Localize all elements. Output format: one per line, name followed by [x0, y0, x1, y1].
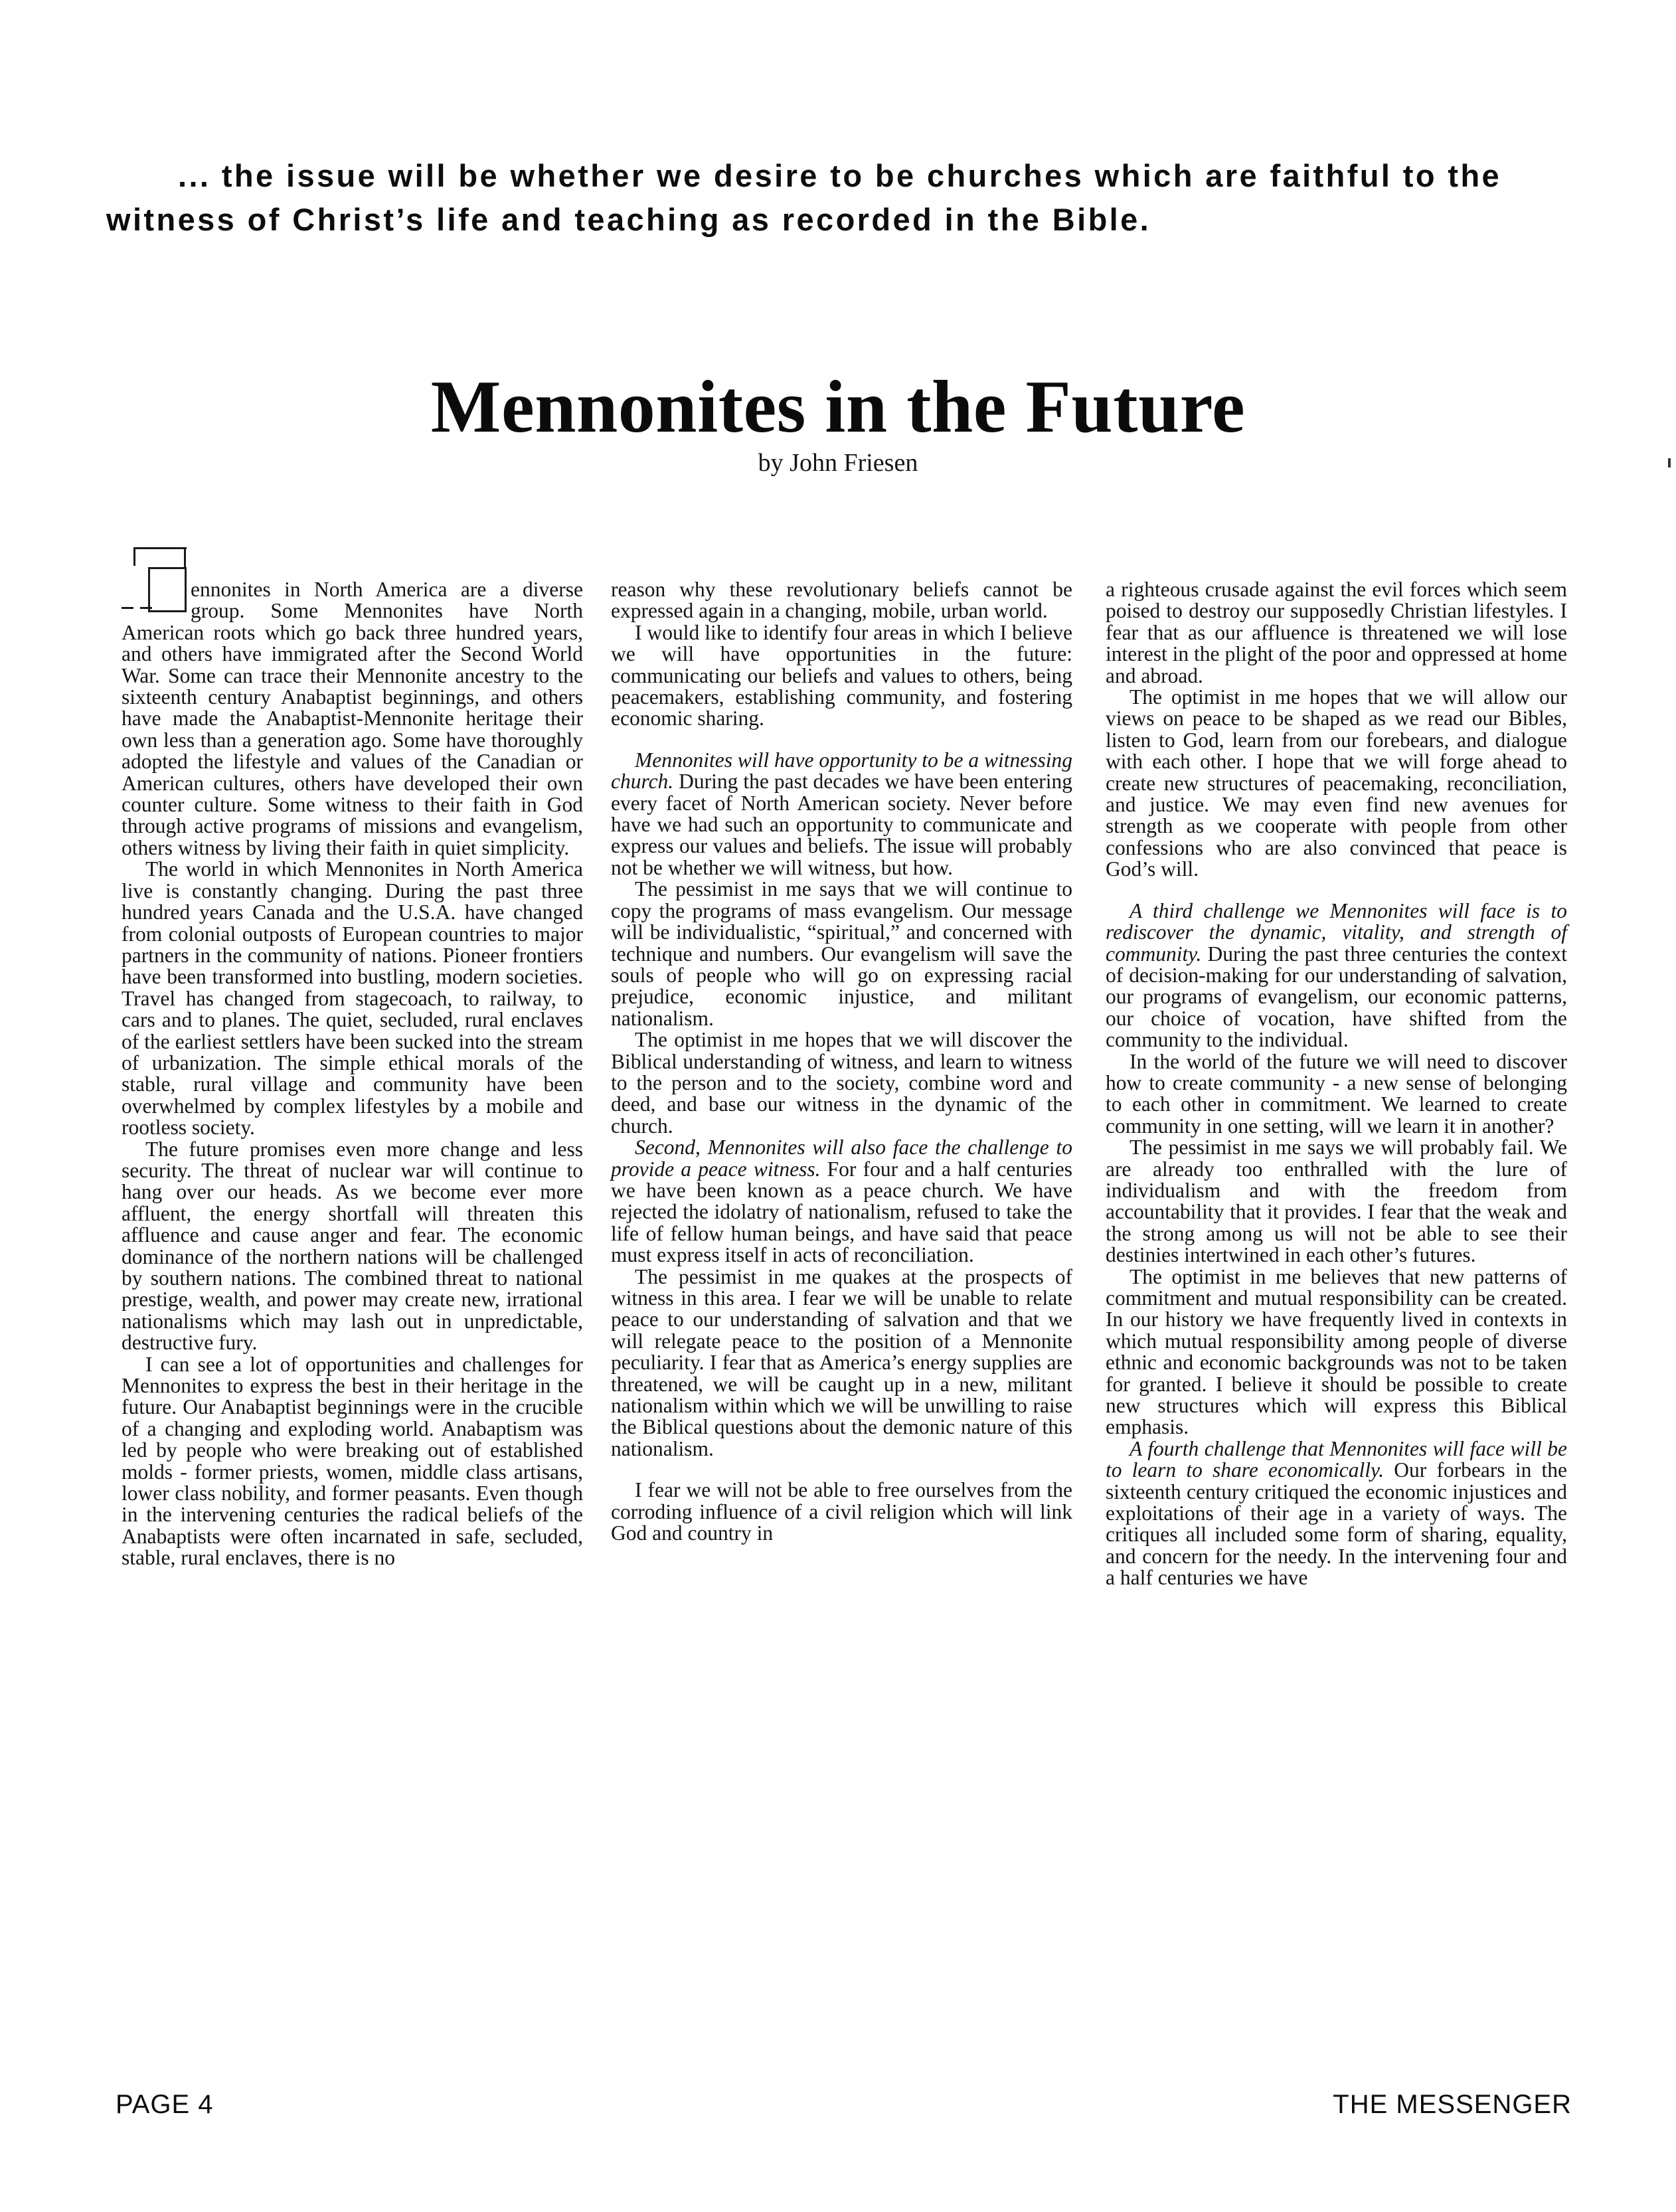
- column-2-paragraph-4: The pessimist in me says that we will continue to copy the programs of mass evangelism. Our message will be individualistic, “spiritual,” and concerned with technique and numbers. Our evangelism will save the souls of people who will go on expressing racial prejudice, economic injustice, and militant nationalism.: [611, 877, 1072, 1030]
- column-2-paragraph-1: reason why these revolutionary beliefs cannot be expressed again in a changing, mobile, urban world.: [611, 578, 1072, 623]
- column-1-paragraph-3: The future promises even more change and less security. The threat of nuclear war will continue to hang over our heads. As we become ever more affluent, the energy shortfall will threaten this affluence and cause anger and fear. The economic dominance of the northern nations will be challenged by southern nations. The combined threat to national prestige, wealth, and power may create new, irrational nationalisms which may lash out in unpredictable, destructive fury.: [122, 1137, 583, 1355]
- column-1-paragraph-2: The world in which Mennonites in North America live is constantly changing. During the past three hundred years Canada and the U.S.A. have changed from colonial outposts of European countries to major partners in the community of nations. Pioneer frontiers have been transformed into bustling, modern societies. Travel has changed from stagecoach, to railway, to cars and to planes. The quiet, secluded, rural enclaves of the earliest settlers have been sucked into the stream of urbanization. The simple ethical morals of the stable, rural village and community have been overwhelmed by complex lifestyles by a mobile and rootless society.: [122, 857, 583, 1140]
- article-title: Mennonites in the Future: [430, 366, 1246, 448]
- column-2-paragraph-3: Mennonites will have opportunity to be a witnessing church. During the past decades we have been entering every facet of North American society. Never before have we had such an opportunity to communicate and express our values and beliefs. The issue will probably not be whether we will witness, but how.: [611, 748, 1072, 879]
- column-2-paragraph-5: The optimist in me hopes that we will discover the Biblical understanding of witness, and learn to witness to the person and to the society, combine word and deed, and base our witness in the dynamic of the church.: [611, 1028, 1072, 1138]
- publication-name: THE MESSENGER: [1333, 2090, 1572, 2119]
- column-2-paragraph-7: The pessimist in me quakes at the prospects of witness in this area. I fear we will be unable to relate peace to our understanding of salvation and that we will relegate peace to the position of a Mennonite peculiarity. I fear that as America’s energy supplies are threatened, we will be caught up in a new, militant nationalism within which we will be unwilling to raise the Biblical questions about the demonic nature of this nationalism.: [611, 1264, 1072, 1460]
- column-3-paragraph-1: a righteous crusade against the evil forces which seem poised to destroy our supposedly Christian lifestyles. I fear that as our affluence is threatened we will lose interest in the plight of the poor and oppressed at home and abroad.: [1106, 578, 1567, 687]
- section-heading-economic: A fourth challenge that Mennonites will face will be to learn to share economically.: [1106, 1436, 1567, 1482]
- column-3-paragraph-7: A fourth challenge that Mennonites will face will be to learn to share economically. Our forbears in the sixteenth century critiqued the economic injustices and exploitations of their age in a variety of ways. The critiques all included some form of sharing, equality, and concern for the needy. In the intervening four and a half centuries we have: [1106, 1436, 1567, 1590]
- column-2-paragraph-8: I fear we will not be able to free ourselves from the corroding influence of a civil religion which will link God and country in: [611, 1478, 1072, 1545]
- pull-quote-line-1: ... the issue will be whether we desire to be churches which are faithful to the: [178, 158, 1502, 193]
- column-3-paragraph-6: The optimist in me believes that new patterns of commitment and mutual responsibility can be created. In our history we have frequently lived in contexts in which mutual responsibility among people of diverse ethnic and economic backgrounds was not to be taken for granted. I believe it should be possible to create new structures which will express this Biblical emphasis.: [1106, 1264, 1567, 1439]
- drop-cap-placeholder: [122, 547, 184, 611]
- column-2-paragraph-2: I would like to identify four areas in which I believe we will have opportunities in the future: communicating our beliefs and values to others, being peacemakers, establishing community, and fostering economic sharing.: [611, 620, 1072, 730]
- column-1-paragraph-1: ennonites in North America are a diverse group. Some Mennonites have North American roots which go back three hundred years, and others have immigrated after the Second World War. Some can trace their Mennonite ancestry to the sixteenth century Anabaptist beginnings, and others have made the Anabaptist-Mennonite heritage their own less than a generation ago. Some have thoroughly adopted the lifestyle and values of the Canadian or American cultures, others have developed their own counter culture. Some witness to their faith in God through active programs of missions and evangelism, others witness by living their faith in quiet simplicity.: [122, 579, 583, 859]
- pull-quote-line-2: witness of Christ’s life and teaching as recorded in the Bible.: [106, 202, 1151, 237]
- column-2-paragraph-6: Second, Mennonites will also face the challenge to provide a peace witness. For four and a half centuries we have been known as a peace church. We have rejected the idolatry of nationalism, refused to take the life of fellow human beings, and have said that peace must express itself in acts of reconciliation.: [611, 1136, 1072, 1267]
- article-column-2: [611, 579, 1072, 1544]
- section-heading-witness: Mennonites will have opportunity to be a witnessing church.: [611, 748, 1072, 794]
- section-heading-peace: Second, Mennonites will also face the challenge to provide a peace witness.: [611, 1136, 1072, 1181]
- column-3-paragraph-3: A third challenge we Mennonites will face is to rediscover the dynamic, vitality, and strength of community. During the past three centuries the context of decision-making for our understanding of salvation, our programs of evangelism, our economic patterns, our choice of vocation, have shifted from the community to the individual.: [1106, 898, 1567, 1052]
- column-3-paragraph-2: The optimist in me hopes that we will allow our views on peace to be shaped as we read our Bibles, listen to God, learn from our forebears, and dialogue with each other. I hope that we will forge ahead to create new structures of peacemaking, reconciliation, and justice. We may even find new avenues for strength as we cooperate with people from other confessions who are also convinced that peace is God’s will.: [1106, 685, 1567, 881]
- pull-quote: [106, 154, 1600, 242]
- scan-edge-mark: [1668, 458, 1671, 468]
- section-heading-community: A third challenge we Mennonites will face is to rediscover the dynamic, vitality, and strength of community.: [1106, 898, 1567, 966]
- article-column-1: [122, 579, 583, 1569]
- article-column-3: [1106, 579, 1567, 1589]
- page-number: PAGE 4: [116, 2090, 214, 2119]
- column-1-paragraph-4: I can see a lot of opportunities and challenges for Mennonites to express the best in their heritage in the future. Our Anabaptist beginnings were in the crucible of a changing and exploding world. Anabaptism was led by people who were breaking out of established molds - former priests, women, middle class artisans, lower class nobility, and former peasants. Even though in the intervening centuries the radical beliefs of the Anabaptists were often incarnated in safe, secluded, stable, rural enclaves, there is no: [122, 1352, 583, 1570]
- column-3-paragraph-5: The pessimist in me says we will probably fail. We are already too enthralled with the lure of individualism and with the freedom from accountability that it provides. I fear that the weak and the strong among us will not be able to see their destinies intertwined in each other’s futures.: [1106, 1136, 1567, 1267]
- article-byline: by John Friesen: [758, 449, 918, 477]
- column-3-paragraph-4: In the world of the future we will need to discover how to create community - a new sense of belonging to each other in commitment. We learned to create community in one setting, will we learn it in another?: [1106, 1049, 1567, 1138]
